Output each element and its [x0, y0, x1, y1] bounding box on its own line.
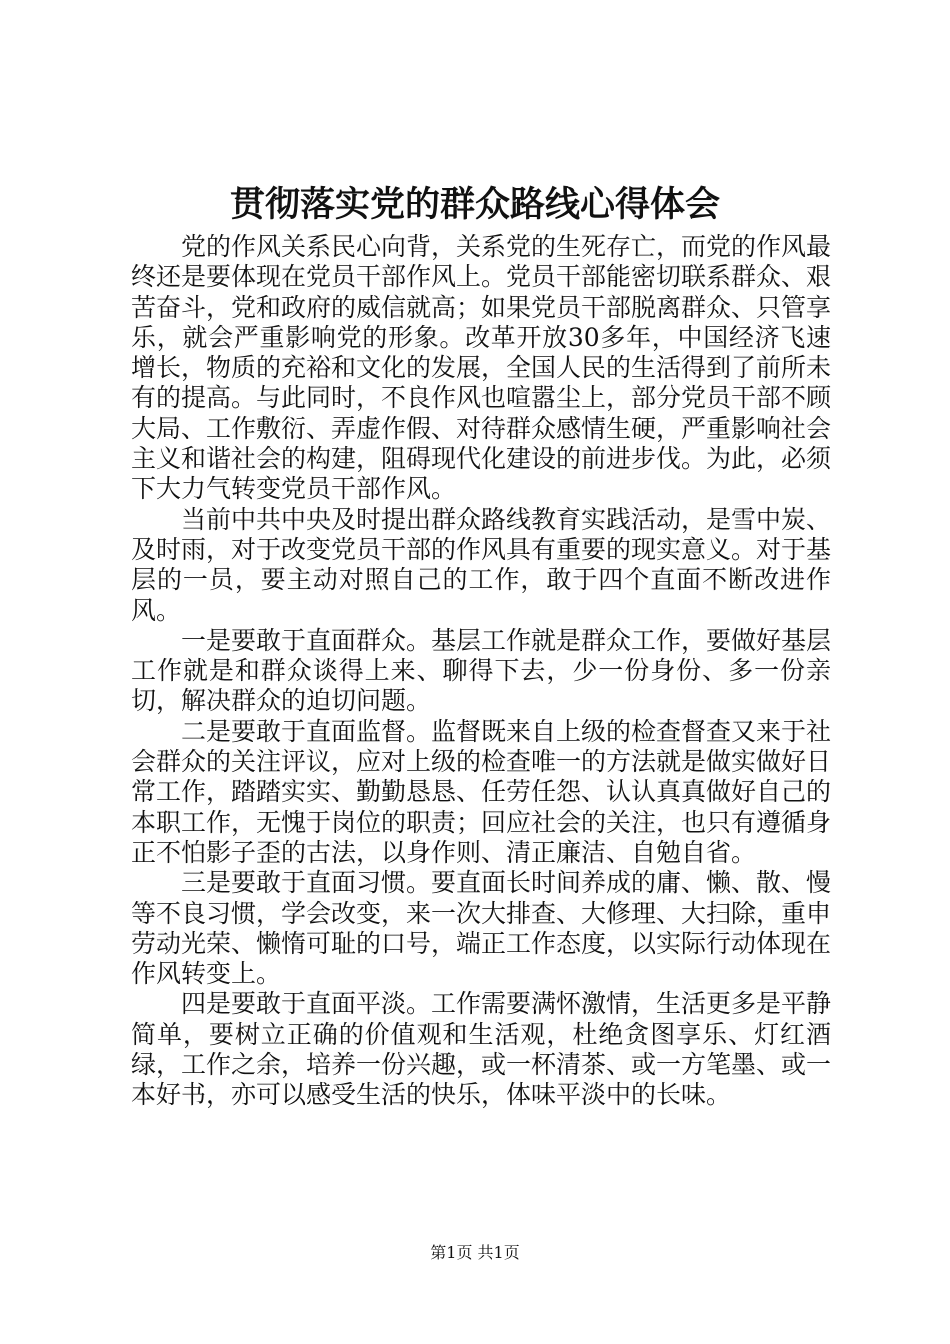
document-body: [131, 232, 831, 1111]
paragraph-face-plainness: 四是要敢于直面平淡。工作需要满怀激情，生活更多是平静简单，要树立正确的价值观和生活观，杜绝贪图享乐、灯红酒绿，工作之余，培养一份兴趣，或一杯清茶、或一方笔墨、或一本好书，亦可以感受生活的快乐，体味平淡中的长味。: [131, 989, 832, 1110]
page-footer: 第1页 共1页: [430, 1243, 520, 1262]
paragraph-face-supervision: 二是要敢于直面监督。监督既来自上级的检查督查又来于社会群众的关注评议，应对上级的检查唯一的方法就是做实做好日常工作，踏踏实实、勤勤恳恳、任劳任怨、认认真真做好自己的本职工作，无愧于岗位的职责；回应社会的关注，也只有遵循身正不怕影子歪的古法，以身作则、清正廉洁、自勉自省。: [131, 716, 832, 867]
document-title: 贯彻落实党的群众路线心得体会: [229, 184, 720, 225]
paragraph-face-habits: 三是要敢于直面习惯。要直面长时间养成的庸、懒、散、慢等不良习惯，学会改变，来一次大排查、大修理、大扫除，重申劳动光荣、懒惰可耻的口号，端正工作态度，以实际行动体现在作风转变上。: [131, 868, 832, 989]
paragraph-face-masses: 一是要敢于直面群众。基层工作就是群众工作，要做好基层工作就是和群众谈得上来、聊得下去，少一份身份、多一份亲切，解决群众的迫切问题。: [131, 625, 832, 716]
paragraph-campaign: 当前中共中央及时提出群众路线教育实践活动，是雪中炭、及时雨，对于改变党员干部的作风具有重要的现实意义。对于基层的一员，要主动对照自己的工作，敢于四个直面不断改进作风。: [131, 504, 832, 625]
paragraph-intro: 党的作风关系民心向背，关系党的生死存亡，而党的作风最终还是要体现在党员干部作风上。党员干部能密切联系群众、艰苦奋斗，党和政府的威信就高；如果党员干部脱离群众、只管享乐，就会严重影响党的形象。改革开放30多年，中国经济飞速增长，物质的充裕和文化的发展，全国人民的生活得到了前所未有的提高。与此同时，不良作风也喧嚣尘上，部分党员干部不顾大局、工作敷衍、弄虚作假、对待群众感情生硬，严重影响社会主义和谐社会的构建，阻碍现代化建设的前进步伐。为此，必须下大力气转变党员干部作风。: [131, 232, 832, 504]
